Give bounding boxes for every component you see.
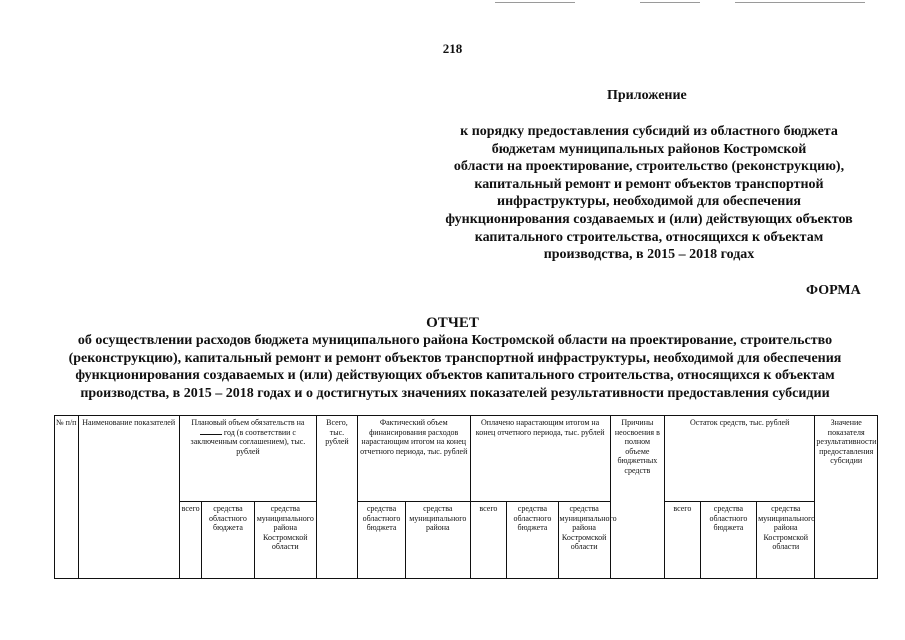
subheader-actual-regional: средства областного бюджета <box>357 502 405 579</box>
header-planned-prefix: Плановый объем обязательств на <box>191 418 305 427</box>
subheader-paid-regional: средства областного бюджета <box>507 502 558 579</box>
scan-line-top-2 <box>640 2 700 3</box>
subheader-planned-municipal: средства муниципального района Костромской области <box>254 502 316 579</box>
header-total: Всего, тыс. рублей <box>317 416 358 579</box>
header-actual: Фактический объем финансирования расходов нарастающим итогом на конец отчетного периода, тыс. рублей <box>357 416 470 502</box>
appendix-line: инфраструктуры, необходимой для обеспечения <box>497 194 801 210</box>
report-subtitle-line: функционирования создаваемых и (или) действующих объектов капитального строительства, относящихся к объектам <box>75 368 835 383</box>
subheader-balance-regional: средства областного бюджета <box>700 502 756 579</box>
scan-line-top-3 <box>735 2 865 3</box>
scan-line-top-1 <box>495 2 575 3</box>
report-subtitle-line: производства, в 2015 – 2018 годах и о достигнутых значениях показателей результативности предоставления субсидии <box>80 385 830 401</box>
header-num: № п/п <box>55 416 79 579</box>
subheader-paid-total: всего <box>470 502 507 579</box>
appendix-line: области на проектирование, строительство (реконструкцию), <box>453 159 845 175</box>
subheader-paid-municipal: средства муниципального района Костромской области <box>558 502 610 579</box>
report-table <box>54 415 878 579</box>
appendix-line: капитального строительства, относящихся к объектам <box>474 229 824 245</box>
subheader-balance-municipal: средства муниципального района Костромской области <box>757 502 815 579</box>
appendix-line: капитальный ремонт и ремонт объектов транспортной <box>474 176 824 192</box>
report-subtitle-line: (реконструкцию), капитальный ремонт и ремонт объектов транспортной инфраструктуры, необходимой для обеспечения <box>68 350 842 366</box>
report-subtitle-line: об осуществлении расходов бюджета муниципального района Костромской области на проектирование, строительство <box>77 333 833 348</box>
report-title: ОТЧЕТ <box>426 315 479 331</box>
header-name: Наименование показателей <box>78 416 179 579</box>
header-balance: Остаток средств, тыс. рублей <box>664 416 814 502</box>
appendix-title: Приложение <box>607 88 687 103</box>
subheader-planned-regional: средства областного бюджета <box>202 502 254 579</box>
header-reasons: Причины неосвоения в полном объеме бюджетных средств <box>610 416 664 579</box>
subheader-balance-total: всего <box>664 502 700 579</box>
report-subtitle <box>40 332 870 402</box>
table-header-row <box>55 416 878 502</box>
header-indicator: Значение показателя результативности предоставления субсидии <box>815 416 878 579</box>
year-blank <box>200 434 222 435</box>
subheader-actual-municipal: средства муниципального района <box>406 502 470 579</box>
header-planned <box>179 416 316 502</box>
appendix-line: бюджетам муниципальных районов Костромской <box>491 141 807 157</box>
form-label: ФОРМА <box>806 283 861 298</box>
appendix-line: к порядку предоставления субсидий из областного бюджета <box>460 124 838 139</box>
appendix-line: функционирования создаваемых и (или) действующих объектов <box>445 211 853 227</box>
appendix-text <box>425 123 873 264</box>
header-paid: Оплачено нарастающим итогом на конец отчетного периода, тыс. рублей <box>470 416 610 502</box>
header-planned-suffix: год (в соответствии с заключенным соглашением), тыс. рублей <box>190 427 306 456</box>
appendix-line: производства, в 2015 – 2018 годах <box>543 247 755 263</box>
subheader-planned-total: всего <box>179 502 202 579</box>
page-number: 218 <box>442 41 463 56</box>
